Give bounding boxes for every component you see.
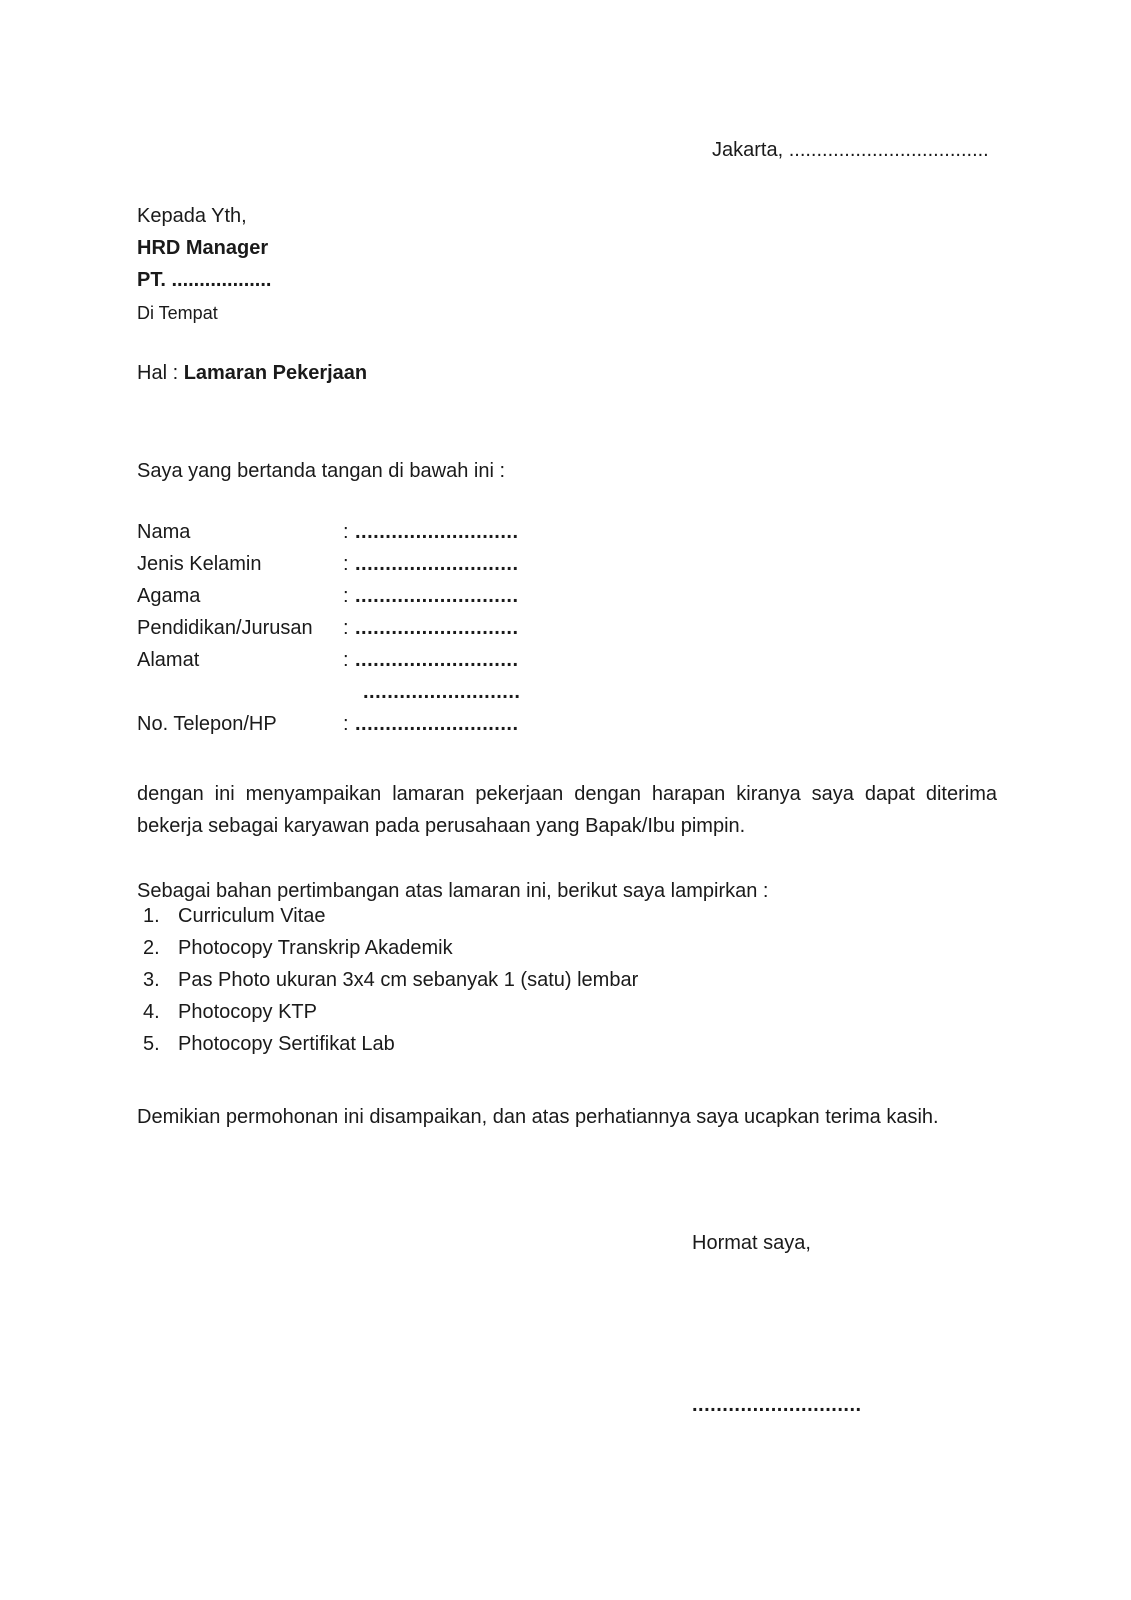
recipient-company: PT. .................. bbox=[137, 269, 272, 291]
field-value: ........................... bbox=[355, 553, 519, 575]
recipient-salutation: Kepada Yth, bbox=[137, 205, 247, 227]
field-colon: : bbox=[343, 553, 349, 575]
recipient-title: HRD Manager bbox=[137, 237, 269, 259]
closing-line: Demikian permohonan ini disampaikan, dan atas perhatiannya saya ucapkan terima kasih. bbox=[137, 1106, 939, 1128]
field-label: Jenis Kelamin bbox=[137, 553, 262, 575]
list-number: 3. bbox=[143, 969, 160, 991]
field-colon: : bbox=[343, 649, 349, 671]
field-value: ........................... bbox=[355, 521, 519, 543]
subject-text: Lamaran Pekerjaan bbox=[183, 362, 368, 384]
field-colon: : bbox=[343, 617, 349, 639]
field-value: ........................... bbox=[355, 585, 519, 607]
field-label: Pendidikan/Jurusan bbox=[137, 617, 313, 639]
field-colon: : bbox=[343, 521, 349, 543]
field-label: No. Telepon/HP bbox=[137, 713, 277, 735]
recipient-location: Di Tempat bbox=[137, 303, 218, 323]
place-date: Jakarta, .................................... bbox=[712, 139, 989, 161]
list-number: 2. bbox=[143, 937, 160, 959]
field-label: Agama bbox=[137, 585, 201, 607]
intro-line: Saya yang bertanda tangan di bawah ini : bbox=[137, 460, 506, 482]
field-value: ........................... bbox=[355, 649, 519, 671]
field-label: Nama bbox=[137, 521, 191, 543]
list-number: 5. bbox=[143, 1033, 160, 1055]
field-value: ........................... bbox=[355, 617, 519, 639]
list-text: Photocopy KTP bbox=[178, 1001, 317, 1023]
list-text: Curriculum Vitae bbox=[178, 905, 326, 927]
field-colon: : bbox=[343, 713, 349, 735]
list-number: 4. bbox=[143, 1001, 160, 1023]
list-number: 1. bbox=[143, 905, 160, 927]
subject-prefix: Hal : bbox=[137, 362, 184, 384]
subject-line bbox=[137, 360, 367, 386]
list-text: Photocopy Sertifikat Lab bbox=[178, 1033, 395, 1055]
signature-line: ............................ bbox=[692, 1394, 862, 1416]
list-text: Pas Photo ukuran 3x4 cm sebanyak 1 (satu) lembar bbox=[178, 969, 639, 991]
field-value: .......................... bbox=[363, 681, 521, 703]
list-text: Photocopy Transkrip Akademik bbox=[178, 937, 453, 959]
field-label: Alamat bbox=[137, 649, 200, 671]
field-value: ........................... bbox=[355, 713, 519, 735]
field-colon: : bbox=[343, 585, 349, 607]
attachments-intro: Sebagai bahan pertimbangan atas lamaran ini, berikut saya lampirkan : bbox=[137, 880, 769, 902]
regards: Hormat saya, bbox=[692, 1232, 811, 1254]
body-paragraph: dengan ini menyampaikan lamaran pekerjaan dengan harapan kiranya saya dapat diterima bekerja sebagai karyawan pada perusahaan yang Bapak/Ibu pimpin. bbox=[137, 783, 997, 837]
